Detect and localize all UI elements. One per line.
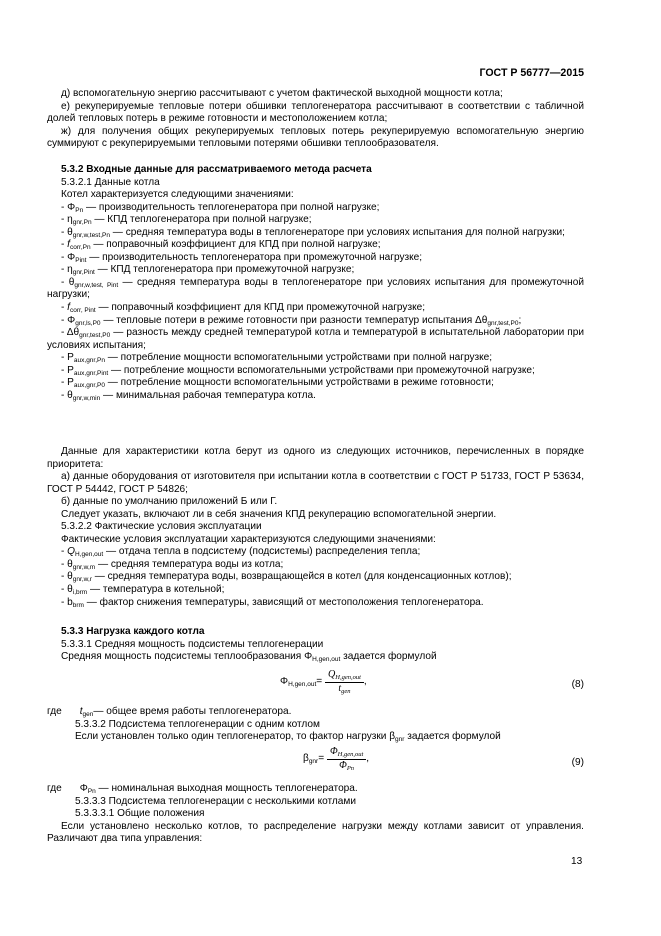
list-item: - $\eta_{gnr,Pint}$ — КПД теплогенератора при промежуточной нагрузке; bbox=[61, 264, 355, 277]
section-5-3-3 bbox=[47, 626, 584, 664]
formula-9-number: (9) bbox=[571, 757, 584, 768]
formula-8-where bbox=[47, 706, 584, 744]
paragraph-d: д) вспомогательную энергию рассчитывают с учетом фактической выходной мощности котла; bbox=[61, 88, 503, 99]
formula-8-number: (8) bbox=[571, 679, 584, 690]
where-line: где $\Phi_{Pn}$ — номинальная выходная мощность теплогенератора. bbox=[47, 783, 358, 795]
source-a: а) данные оборудования от изготовителя при испытании котла в соответствии с ГОСТ Р 51733, ГОСТ Р 53634, ГОСТ Р 54442, ГОСТ Р 54826; bbox=[47, 471, 584, 495]
page-number: 13 bbox=[571, 856, 583, 867]
list-item: - $\theta_{i,brm}$ — температура в котельной; bbox=[61, 584, 225, 597]
list-item: - $\Phi_{Pint}$ — производительность теплогенератора при промежуточной нагрузке; bbox=[61, 251, 423, 264]
list-item: - $\Phi_{Pn}$ — производительность теплогенератора при полной нагрузке; bbox=[61, 201, 380, 214]
paragraph-zh: ж) для получения общих рекуперируемых тепловых потерь рекуперируемую вспомогательную энергию суммируют с рекуперируемыми тепловыми потерями обшивки теплообразователя. bbox=[47, 125, 584, 150]
subsection-5-3-3-1: 5.3.3.1 Средняя мощность подсистемы теплогенерации bbox=[61, 638, 324, 650]
formula-9-expression: $\beta_{gnr}=$ $\frac{\Phi_{H,gen,out}}{\Phi_{Pn}}$ , bbox=[303, 746, 370, 772]
subsection-5-3-3-3-1: 5.3.3.3.1 Общие положения bbox=[75, 808, 205, 820]
formula-8-lhs: $\Phi_{H,gen,out}=$ bbox=[280, 675, 323, 688]
section-5-3-2 bbox=[47, 164, 584, 402]
formula-8 bbox=[47, 664, 584, 706]
list-item: - $b_{brm}$ — фактор снижения температуры, зависящий от местоположения теплогенератора. bbox=[61, 596, 484, 609]
load-distribution-paragraph: Если установлено несколько котлов, то распределение нагрузки между котлами зависит от управления. Различают два типа управления: bbox=[47, 820, 584, 845]
list-item: - $P_{aux,gnr,Pint}$ — потребление мощности вспомогательными устройствами при промежуточной нагрузке; bbox=[61, 364, 535, 377]
formula-8-intro: Средняя мощность подсистемы теплообразования $\Phi_{H,gen,out}$ задается формулой bbox=[61, 651, 437, 664]
where-line: где $t_{gen}—$ общее время работы теплогенератора. bbox=[47, 706, 292, 718]
list-item: - $\Delta\theta_{gnr,test,P0}$ — разность между средней температурой котла и температурой в испытательной лаборатории при условиях испытания; bbox=[47, 327, 584, 351]
formula-9-fraction bbox=[327, 746, 366, 772]
document-id: ГОСТ Р 56777—2015 bbox=[479, 67, 584, 79]
data-sources bbox=[47, 446, 584, 609]
formula-9-lhs: $\beta_{gnr}=$ bbox=[303, 752, 325, 765]
boiler-intro: Котел характеризуется следующими значениями: bbox=[61, 189, 294, 201]
where-label: где bbox=[47, 706, 62, 717]
formula-9 bbox=[47, 742, 584, 784]
formula-9-denominator: $\Phi_{Pn}$ bbox=[339, 759, 355, 772]
list-item: - $\theta_{gnr,w,r}$ — средняя температура воды, возвращающейся в котел (для конденсационных котлов); bbox=[61, 571, 512, 584]
formula-9-intro: Если установлен только один теплогенератор, то фактор нагрузки $\beta_{gnr}$ задается формулой bbox=[75, 731, 501, 744]
list-item: - $Q_{H,gen,out}$ — отдача тепла в подсистему (подсистемы) распределения тепла; bbox=[61, 546, 421, 559]
list-item: - $f_{corr,Pn}$ — поправочный коэффициент для КПД при полной нагрузке; bbox=[61, 239, 381, 252]
list-item: - $\theta_{gnr,w,test,Pn}$ — средняя температура воды в теплогенераторе при условиях испытания для полной нагрузки; bbox=[61, 226, 565, 239]
conditions-intro: Фактические условия эксплуатации характеризуются следующими значениями: bbox=[61, 533, 436, 545]
formula-8-denominator: $t_{gen}$ bbox=[338, 682, 351, 695]
source-b: б) данные по умолчанию приложений Б или Г. bbox=[61, 496, 278, 508]
subsection-5-3-3-2: 5.3.3.2 Подсистема теплогенерации с одним котлом bbox=[75, 718, 320, 730]
formula-8-numerator: $Q_{H,gen,out}$ bbox=[325, 669, 364, 683]
top-paragraphs bbox=[47, 88, 584, 151]
formula-9-numerator: $\Phi_{H,gen,out}$ bbox=[327, 746, 366, 760]
where-label: где bbox=[47, 783, 62, 794]
closing-block bbox=[47, 783, 584, 846]
list-item: - $P_{aux,gnr,Pn}$ — потребление мощности вспомогательными устройствами при полной нагрузке; bbox=[61, 352, 493, 365]
list-item: - $f_{corr, Pint}$ — поправочный коэффициент для КПД при промежуточной нагрузке; bbox=[61, 302, 426, 315]
formula-8-fraction bbox=[325, 669, 364, 695]
paragraph-e: е) рекуперируемые тепловые потери обшивки теплогенератора рассчитывают в соответствии с табличной долей тепловых потерь в режиме готовности и местоположением котла; bbox=[47, 100, 584, 125]
section-heading-5-3-2: 5.3.2 Входные данные для рассматриваемого метода расчета bbox=[61, 164, 372, 175]
subsection-5-3-2-1: 5.3.2.1 Данные котла bbox=[61, 176, 160, 188]
sources-intro: Данные для характеристики котла берут из одного из следующих источников, перечисленных в порядке приоритета: bbox=[47, 446, 584, 470]
list-item: - $\Phi_{gnr,ls,P0}$ — тепловые потери в режиме готовности при разности температур испытания $\Delta\theta_{gnr,test,P0}$; bbox=[61, 314, 522, 327]
subsection-5-3-3-3: 5.3.3.3 Подсистема теплогенерации с несколькими котлами bbox=[75, 795, 356, 807]
list-item: - $\eta_{gnr,Pn}$ — КПД теплогенератора при полной нагрузке; bbox=[61, 214, 312, 227]
list-item: - $\theta_{gnr,w,test, Pint}$ — средняя температура воды в теплогенераторе при условиях испытания для промежуточной нагрузки; bbox=[47, 276, 584, 301]
list-item: - $P_{aux,gnr,P0}$ — потребление мощности вспомогательными устройствами в режиме готовности; bbox=[61, 377, 494, 390]
subsection-5-3-2-2: 5.3.2.2 Фактические условия эксплуатации bbox=[61, 521, 262, 533]
list-item: - $\theta_{gnr,w,m}$ — средняя температура воды из котла; bbox=[61, 558, 284, 571]
section-heading-5-3-3: 5.3.3 Нагрузка каждого котла bbox=[61, 626, 205, 637]
efficiency-note: Следует указать, включают ли в себя значения КПД рекуперацию вспомогательной энергии. bbox=[61, 508, 497, 520]
list-item: - $\theta_{gnr,w,min}$ — минимальная рабочая температура котла. bbox=[61, 389, 316, 402]
formula-8-expression: $\Phi_{H,gen,out}=$ $\frac{Q_{H,gen,out}}{t_{gen}}$ , bbox=[280, 669, 367, 695]
